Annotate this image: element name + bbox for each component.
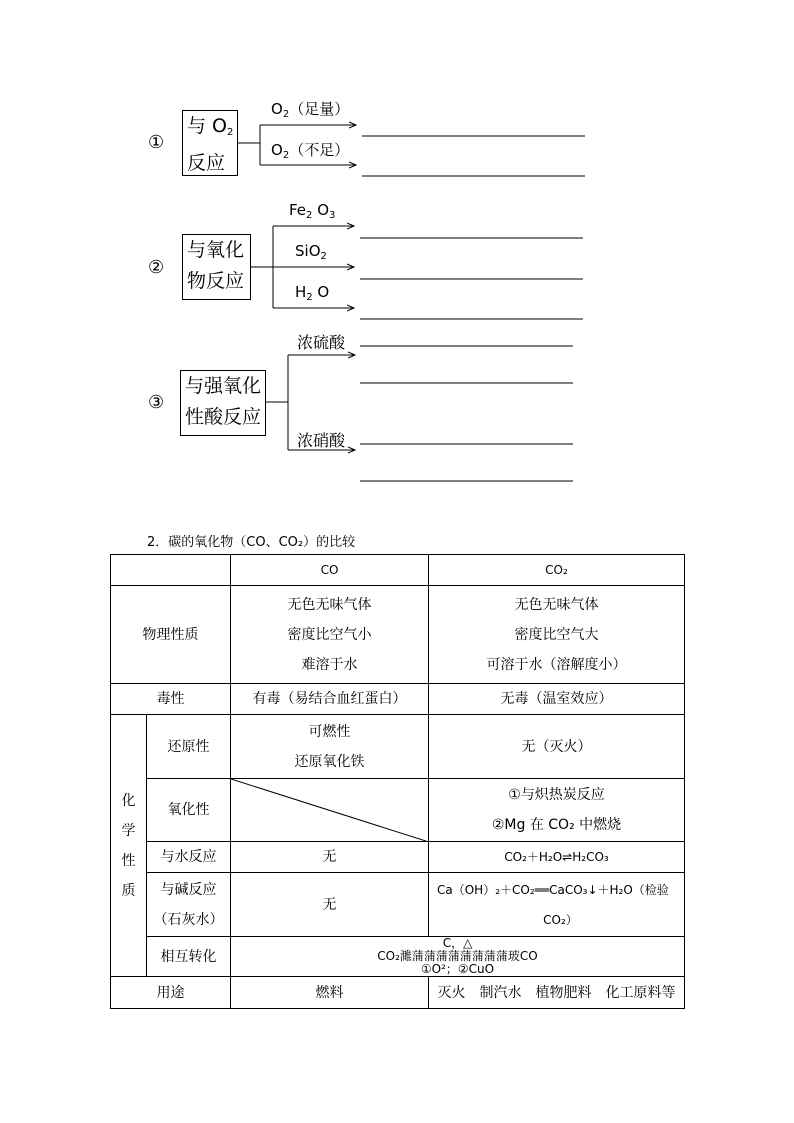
table-row	[111, 586, 685, 684]
toxicity-co2: 无毒（温室效应）	[429, 684, 685, 715]
box-acids-line1: 与强氧化	[185, 375, 262, 397]
row-label-chemical: 化 学 性 质	[111, 715, 147, 977]
table-row	[111, 555, 685, 586]
box-oxides-line2: 物反应	[187, 270, 245, 292]
item-number-1: ①	[148, 132, 165, 153]
row-label-usage: 用途	[111, 977, 231, 1009]
branch-o2-insufficient: $O_2$（不足）	[271, 141, 350, 161]
branch-conc-nitric: 浓硝酸	[297, 431, 346, 450]
table-row	[111, 715, 685, 779]
reaction-box-o2	[182, 110, 238, 176]
header-co2: CO₂	[429, 555, 685, 586]
water-co2: CO₂＋H₂O⇌H₂CO₃	[429, 842, 685, 873]
branch-fe2o3: $Fe_2$ $O_3$	[289, 201, 336, 221]
section-caption: 2．碳的氧化物（CO、CO₂）的比较	[147, 535, 356, 550]
table-row	[111, 684, 685, 715]
reaction-box-oxides	[182, 234, 251, 300]
item-number-3: ③	[148, 392, 165, 413]
box-oxides-line1: 与氧化	[187, 239, 245, 261]
box-acids-line2: 性酸反应	[185, 406, 262, 428]
table-row	[111, 842, 685, 873]
item-number-2: ②	[148, 257, 165, 278]
alkali-co2: Ca（OH）₂＋CO₂══CaCO₃↓＋H₂O（检验 CO₂）	[429, 873, 685, 937]
table-row	[111, 937, 685, 977]
row-label-alkali: 与碱反应 （石灰水）	[147, 873, 231, 937]
reaction-diagram-lines	[0, 0, 794, 520]
usage-co: 燃料	[231, 977, 429, 1009]
oxidizing-co-diagonal	[231, 779, 429, 842]
toxicity-co: 有毒（易结合血红蛋白）	[231, 684, 429, 715]
header-blank	[111, 555, 231, 586]
header-co: CO	[231, 555, 429, 586]
row-label-oxidizing: 氧化性	[147, 779, 231, 842]
table-row	[111, 779, 685, 842]
branch-h2o: $H_2$ O	[295, 283, 330, 303]
diagonal-line	[231, 779, 429, 842]
box-o2-line1: 与 $O_2$	[187, 115, 234, 138]
table-row	[111, 873, 685, 937]
branch-o2-excess: $O_2$（足量）	[271, 100, 350, 120]
branch-conc-sulfuric: 浓硫酸	[297, 333, 346, 352]
water-co: 无	[231, 842, 429, 873]
usage-co2: 灭火 制汽水 植物肥料 化工原料等	[429, 977, 685, 1009]
row-label-reducing: 还原性	[147, 715, 231, 779]
alkali-co: 无	[231, 873, 429, 937]
branch-sio2: SiO$_2$	[295, 242, 327, 262]
row-label-conversion: 相互转化	[147, 937, 231, 977]
conversion-equation: C，△ CO₂濉蒲蒲蒲蒲蒲蒲蒲蒲玻CO ①O²；②CuO	[231, 937, 685, 977]
oxidizing-co2: ①与炽热炭反应 ②Mg 在 CO₂ 中燃烧	[429, 779, 685, 842]
reducing-co: 可燃性 还原氧化铁	[231, 715, 429, 779]
box-o2-line2: 反应	[187, 152, 226, 174]
table-row	[111, 977, 685, 1009]
row-label-physical: 物理性质	[111, 586, 231, 684]
carbon-oxides-table	[110, 554, 685, 1009]
reaction-box-acids	[180, 370, 266, 436]
physical-co2: 无色无味气体 密度比空气大 可溶于水（溶解度小）	[429, 586, 685, 684]
row-label-water: 与水反应	[147, 842, 231, 873]
physical-co: 无色无味气体 密度比空气小 难溶于水	[231, 586, 429, 684]
reducing-co2: 无（灭火）	[429, 715, 685, 779]
row-label-toxicity: 毒性	[111, 684, 231, 715]
